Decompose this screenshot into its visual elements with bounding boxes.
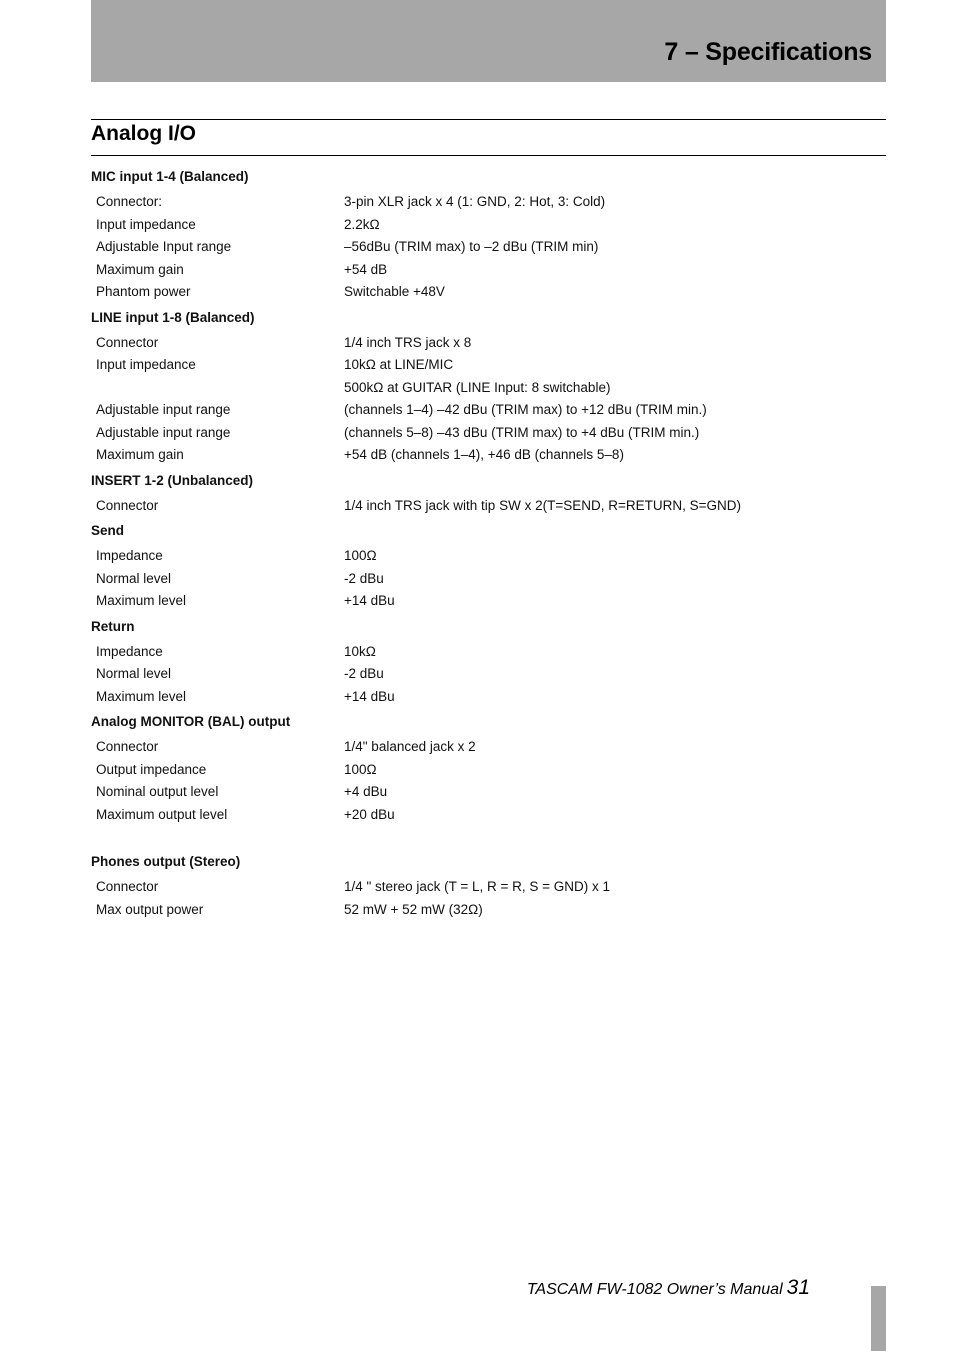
- spec-row: [91, 191, 886, 214]
- spec-value: 2.2kΩ: [344, 216, 380, 232]
- spec-label: Input impedance: [96, 216, 196, 232]
- group-heading: INSERT 1-2 (Unbalanced): [91, 472, 254, 488]
- spec-group-return: [91, 616, 886, 709]
- spec-group-monitor-output: [91, 711, 886, 826]
- spec-label: Connector: [96, 497, 159, 513]
- spec-label: Maximum gain: [96, 447, 184, 462]
- spec-row: [91, 641, 886, 664]
- spec-row: [91, 444, 886, 467]
- spec-row: [91, 781, 886, 804]
- spec-group-insert: [91, 470, 886, 518]
- spec-row: [91, 545, 886, 568]
- spec-row: [91, 281, 886, 304]
- spec-row: [91, 399, 886, 422]
- section-title: Analog I/O: [91, 122, 196, 145]
- spec-value: -2 dBu: [344, 666, 384, 681]
- spec-row: [91, 590, 886, 613]
- spec-label: Adjustable input range: [96, 402, 231, 417]
- spec-row: [91, 686, 886, 709]
- spec-row: [91, 214, 886, 237]
- spec-label: Connector: [96, 739, 159, 754]
- spec-value: 1/4 " stereo jack (T = L, R = R, S = GND) x 1: [344, 879, 611, 894]
- spec-value: Switchable +48V: [344, 284, 445, 299]
- group-heading: Phones output (Stereo): [91, 854, 241, 869]
- spec-label: Maximum level: [96, 688, 187, 704]
- spec-value: -2 dBu: [344, 570, 384, 586]
- spec-row: [91, 876, 886, 899]
- spec-value: 52 mW + 52 mW (32Ω): [344, 901, 483, 917]
- spec-label: Maximum gain: [96, 261, 184, 277]
- spec-group-phones-output: [91, 851, 886, 921]
- spec-label: Max output power: [96, 901, 204, 917]
- spec-row: [91, 236, 886, 259]
- spec-label: Nominal output level: [96, 784, 219, 799]
- spec-group-mic-input: [91, 166, 886, 304]
- chapter-title: 7 – Specifications: [664, 38, 872, 66]
- spec-row: [91, 899, 886, 922]
- page-number: 31: [786, 1276, 810, 1299]
- spec-value: 3-pin XLR jack x 4 (1: GND, 2: Hot, 3: Cold): [344, 194, 606, 209]
- spec-label: Adjustable Input range: [96, 239, 232, 254]
- spec-row: [91, 736, 886, 759]
- spec-row: [91, 332, 886, 355]
- page-footer: [527, 1276, 810, 1300]
- spec-label: Normal level: [96, 666, 172, 681]
- group-heading: MIC input 1-4 (Balanced): [91, 169, 249, 184]
- spec-label: Phantom power: [96, 284, 191, 299]
- group-heading: Return: [91, 618, 135, 634]
- spec-label: Input impedance: [96, 357, 196, 372]
- spec-value: (channels 5–8) –43 dBu (TRIM max) to +4 dBu (TRIM min.): [344, 424, 700, 440]
- group-heading: LINE input 1-8 (Balanced): [91, 309, 255, 325]
- spec-value: 100Ω: [344, 548, 377, 563]
- chapter-header-band: [91, 0, 886, 82]
- spec-label: Impedance: [96, 643, 163, 659]
- spec-label: Connector:: [96, 194, 163, 209]
- spec-row: [91, 377, 886, 400]
- group-heading: Send: [91, 523, 125, 538]
- section-rule-bottom: [91, 155, 886, 156]
- spec-label: Connector: [96, 334, 159, 350]
- spec-value: +14 dBu: [344, 688, 395, 704]
- spec-label: Maximum level: [96, 593, 187, 608]
- spec-value: 100Ω: [344, 761, 377, 777]
- manual-title: TASCAM FW-1082 Owner’s Manual: [526, 1281, 783, 1298]
- spec-row: [91, 495, 886, 518]
- spec-body: [91, 163, 886, 921]
- spec-value: –56dBu (TRIM max) to –2 dBu (TRIM min): [344, 239, 599, 254]
- spec-value: (channels 1–4) –42 dBu (TRIM max) to +12 dBu (TRIM min.): [344, 402, 707, 417]
- spec-value: +4 dBu: [344, 784, 388, 799]
- spec-row: [91, 804, 886, 827]
- spec-label: Output impedance: [96, 761, 207, 777]
- spec-value: +20 dBu: [344, 806, 395, 822]
- spec-value: 1/4 inch TRS jack with tip SW x 2(T=SEND, R=RETURN, S=GND): [344, 497, 741, 513]
- spec-value: +54 dB (channels 1–4), +46 dB (channels 5–8): [344, 447, 624, 462]
- footer-tab-marker: [871, 1286, 886, 1351]
- spec-row: [91, 663, 886, 686]
- spec-label: Maximum output level: [96, 806, 228, 822]
- spec-group-line-input: [91, 307, 886, 467]
- spec-group-send: [91, 520, 886, 613]
- group-heading: Analog MONITOR (BAL) output: [91, 714, 291, 729]
- section-rule-top: [91, 119, 886, 120]
- spec-label: Impedance: [96, 548, 163, 563]
- spec-value: +54 dB: [344, 261, 388, 277]
- spec-value: +14 dBu: [344, 593, 395, 608]
- spec-value: 10kΩ at LINE/MIC: [344, 357, 454, 372]
- spec-label: [91, 377, 344, 400]
- spec-label: Connector: [96, 879, 159, 894]
- spec-row: [91, 759, 886, 782]
- spec-label: Adjustable input range: [96, 424, 231, 440]
- spec-row: [91, 568, 886, 591]
- spec-row: [91, 422, 886, 445]
- spec-value: 1/4 inch TRS jack x 8: [344, 334, 472, 350]
- spec-row: [91, 259, 886, 282]
- spec-value: 500kΩ at GUITAR (LINE Input: 8 switchable): [344, 379, 611, 395]
- spec-value: 1/4" balanced jack x 2: [344, 739, 476, 754]
- spec-label: Normal level: [96, 570, 172, 586]
- spec-value: 10kΩ: [344, 643, 376, 659]
- spec-row: [91, 354, 886, 377]
